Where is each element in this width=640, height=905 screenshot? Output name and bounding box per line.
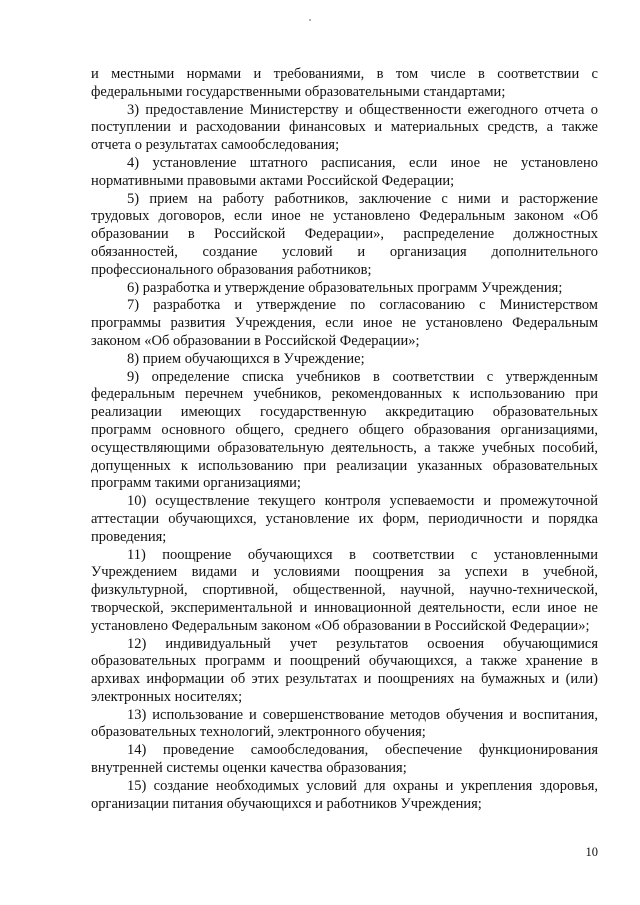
page-number: 10	[585, 845, 598, 859]
paragraph-item-15: 15) создание необходимых условий для охраны и укрепления здоровья, организации питания обучающихся и работников Учреждения;	[91, 777, 598, 812]
paragraph-item-9: 9) определение списка учебников в соответствии с утвержденным федеральным перечнем учебников, рекомендованных к использованию при реализации имеющих государственную аккредитацию образовательных программ основного общего, среднего общего образования организациями, осуществляющими образовательную деятельность, а также учебных пособий, допущенных к использованию при реализации указанных образовательных программ такими организациями;	[91, 368, 598, 492]
paragraph-item-8: 8) прием обучающихся в Учреждение;	[127, 350, 365, 367]
paragraph-item-3: 3) предоставление Министерству и общественности ежегодного отчета о поступлении и расходовании финансовых и материальных средств, а также отчета о результатах самообследования;	[91, 101, 598, 154]
scan-speck	[309, 19, 311, 21]
paragraph-item-4: 4) установление штатного расписания, если иное не установлено нормативными правовыми актами Российской Федерации;	[91, 154, 598, 189]
paragraph-item-10: 10) осуществление текущего контроля успеваемости и промежуточной аттестации обучающихся, установление их форм, периодичности и порядка проведения;	[91, 493, 598, 545]
paragraph-item-12: 12) индивидуальный учет результатов освоения обучающимися образовательных программ и поощрений обучающихся, а также хранение в архивах информации об этих результатах и поощрениях на бумажных и (или) электронных носителях;	[91, 635, 598, 705]
paragraph-continuation: и местными нормами и требованиями, в том числе в соответствии с федеральными государственными образовательными стандартами;	[91, 66, 598, 100]
paragraph-item-13: 13) использование и совершенствование методов обучения и воспитания, образовательных технологий, электронного обучения;	[91, 706, 598, 741]
paragraph-item-11: 11) поощрение обучающихся в соответствии с установленными Учреждением видами и условиями поощрения за успехи в учебной, физкультурной, спортивной, общественной, научной, научно-технической, творческой, экспериментальной и инновационной деятельности, если иное не установлено Федеральным законом «Об образовании в Российской Федерации»;	[91, 546, 598, 634]
paragraph-item-6: 6) разработка и утверждение образовательных программ Учреждения;	[127, 279, 563, 296]
paragraph-item-14: 14) проведение самообследования, обеспечение функционирования внутренней системы оценки качества образования;	[91, 742, 598, 777]
paragraph-item-7: 7) разработка и утверждение по согласованию с Министерством программы развития Учреждения, если иное не установлено Федеральным законом «Об образовании в Российской Федерации»;	[91, 297, 598, 349]
paragraph-item-5: 5) прием на работу работников, заключение с ними и расторжение трудовых договоров, если иное не установлено Федеральным законом «Об образовании в Российской Федерации», распределение должностных обязанностей, создание условий и организация дополнительного профессионального образования работников;	[91, 190, 598, 278]
document-body	[91, 66, 598, 813]
